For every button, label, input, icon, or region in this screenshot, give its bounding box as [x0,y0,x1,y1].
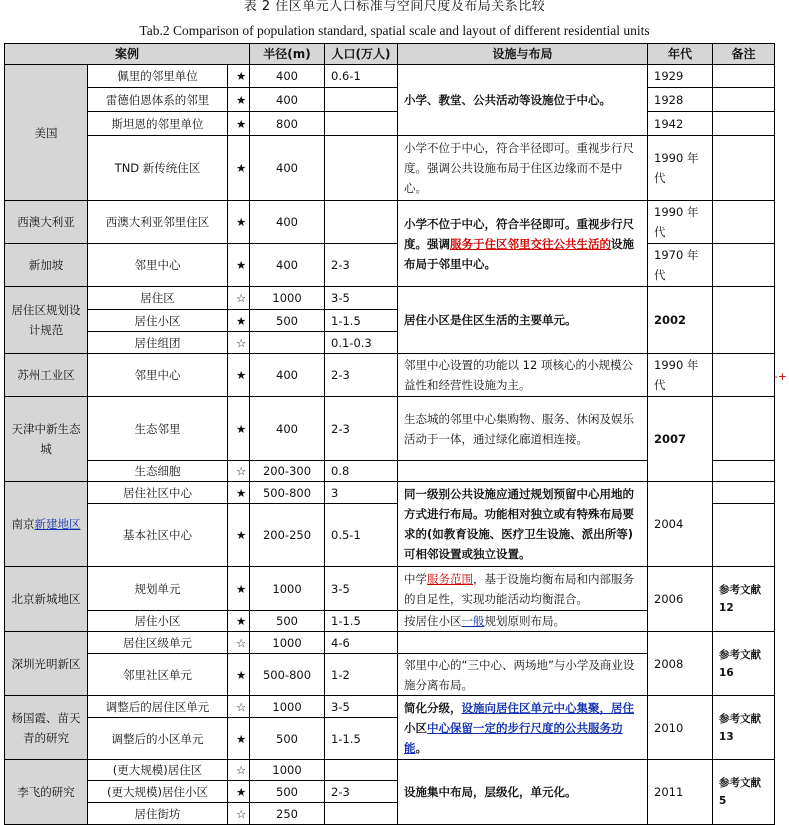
facilities-cell: 设施集中布局，层级化，单元化。 [398,760,648,825]
population-cell: 1-1.5 [325,310,398,332]
case-name: 佩里的邻里单位 [88,65,228,88]
note-cell [713,287,775,354]
population-cell: 3 [325,482,398,504]
population-cell: 1-2 [325,654,398,696]
year-cell: 1990 年代 [648,354,713,397]
population-cell [325,201,398,244]
note-cell [713,504,775,567]
case-name: (更大规模)居住区 [88,760,228,781]
table-row [5,482,775,504]
radius-cell: 500-800 [250,654,325,696]
year-cell: 1929 [648,65,713,88]
star-icon: ☆ [228,760,250,781]
population-cell [325,136,398,201]
table-row [5,112,775,136]
highlighted-text: 服务于住区邻里交往公共生活的 [450,236,612,251]
table-row [5,287,775,310]
table-row [5,397,775,461]
population-cell: 3-5 [325,287,398,310]
star-icon: ★ [228,65,250,88]
population-cell: 4-6 [325,632,398,654]
population-cell: 0.5-1 [325,504,398,567]
star-icon: ★ [228,201,250,244]
population-cell: 2-3 [325,397,398,461]
radius-cell: 1000 [250,287,325,310]
case-name: 邻里中心 [88,354,228,397]
note-cell [713,461,775,482]
highlighted-text: 服务范围 [427,571,474,586]
general-link[interactable]: 一般 [461,614,485,628]
year-cell: 2004 [648,482,713,567]
group-suzhou: 苏州工业区 [5,354,88,397]
group-yang-miao: 杨国霞、苗天青的研究 [5,696,88,760]
radius-cell: 400 [250,136,325,201]
star-icon: ★ [228,718,250,760]
header-row [5,44,775,65]
population-cell: 2-3 [325,244,398,287]
star-icon: ★ [228,354,250,397]
radius-cell: 400 [250,397,325,461]
comparison-table [4,43,775,825]
case-name: 规划单元 [88,567,228,611]
case-name: 居住区 [88,287,228,310]
facilities-cell: 小学、教堂、公共活动等设施位于中心。 [398,65,648,136]
population-cell: 2-3 [325,354,398,397]
table-row [5,136,775,201]
population-cell [325,112,398,136]
header-year: 年代 [648,44,713,65]
new-area-link[interactable]: 新建地区 [34,517,81,531]
star-icon: ★ [228,88,250,112]
table-title-cn: 表 2 住区单元人口标准与空间尺度及布局关系比较 [243,0,546,14]
radius-cell: 500-800 [250,482,325,504]
radius-cell: 400 [250,88,325,112]
star-icon: ★ [228,112,250,136]
population-cell [325,88,398,112]
table-row [5,760,775,781]
year-cell: 2010 [648,696,713,760]
table-title-en: Tab.2 Comparison of population standard, spatial scale and layout of different residential units [139,23,650,38]
population-cell: 0.8 [325,461,398,482]
facilities-cell [398,632,648,654]
case-name: (更大规模)居住小区 [88,781,228,803]
note-cell: 参考文献 12 [713,567,775,632]
note-cell [713,397,775,461]
radius-cell: 1000 [250,567,325,611]
star-icon: ★ [228,567,250,611]
case-name: 调整后的小区单元 [88,718,228,760]
population-cell: 1-1.5 [325,718,398,760]
facilities-cell: 按居住小区一般规划原则布局。 [398,611,648,632]
note-cell [713,354,775,397]
note-cell [713,482,775,504]
radius-cell: 250 [250,803,325,825]
group-li-fei: 李飞的研究 [5,760,88,825]
population-cell: 0.1-0.3 [325,332,398,354]
case-name: 调整后的居住区单元 [88,696,228,718]
header-note: 备注 [713,44,775,65]
year-cell: 1970 年代 [648,244,713,287]
table-row [5,65,775,88]
concentration-link[interactable]: 设施向居住区单元中心集聚，居住 [461,700,635,715]
group-nanjing: 南京新建地区 [5,482,88,567]
population-cell: 3-5 [325,696,398,718]
year-cell: 1990 年代 [648,136,713,201]
header-facilities: 设施与布局 [398,44,648,65]
radius-cell: 1000 [250,760,325,781]
year-cell: 2002 [648,287,713,354]
note-cell: 参考文献 5 [713,760,775,825]
case-name: 斯坦恩的邻里单位 [88,112,228,136]
facilities-cell: 小学不位于中心，符合半径即可。重视步行尺度。强调公共设施布局于住区边缘而不是中心。 [398,136,648,201]
table-row [5,567,775,611]
radius-cell: 400 [250,65,325,88]
facilities-cell: 邻里中心设置的功能以 12 项核心的小规模公益性和经营性设施为主。 [398,354,648,397]
star-icon: ★ [228,397,250,461]
facilities-cell: 生态城的邻里中心集购物、服务、休闲及娱乐活动于一体，通过绿化廊道相连接。 [398,397,648,461]
star-icon: ☆ [228,696,250,718]
star-icon: ☆ [228,332,250,354]
case-name: 雷德伯恩体系的邻里 [88,88,228,112]
group-planning-code: 居住区规划设计规范 [5,287,88,354]
walking-scale-link[interactable]: 中心保留一定的步行尺度的公共服务功能 [404,720,623,755]
case-name: 居住区级单元 [88,632,228,654]
radius-cell: 400 [250,244,325,287]
radius-cell [250,332,325,354]
group-beijing: 北京新城地区 [5,567,88,632]
star-icon: ★ [228,504,250,567]
radius-cell: 800 [250,112,325,136]
year-cell: 2007 [648,397,713,482]
year-cell: 1928 [648,88,713,112]
star-icon: ★ [228,244,250,287]
table-row [5,632,775,654]
radius-cell: 400 [250,354,325,397]
case-name: 居住小区 [88,310,228,332]
year-cell: 2008 [648,632,713,696]
star-icon: ☆ [228,632,250,654]
case-name: 居住街坊 [88,803,228,825]
facilities-cell: 居住小区是住区生活的主要单元。 [398,287,648,354]
header-radius: 半径(m) [250,44,325,65]
star-icon: ★ [228,482,250,504]
note-cell [713,112,775,136]
facilities-cell: 邻里中心的“三中心、两场地”与小学及商业设施分离布局。 [398,654,648,696]
facilities-cell: 简化分级，设施向居住区单元中心集聚，居住小区中心保留一定的步行尺度的公共服务功能。 [398,696,648,760]
case-name: 居住组团 [88,332,228,354]
radius-cell: 1000 [250,696,325,718]
table-row [5,88,775,112]
case-name: 居住社区中心 [88,482,228,504]
star-icon: ★ [228,136,250,201]
header-population: 人口(万人) [325,44,398,65]
year-cell: 1990 年代 [648,201,713,244]
radius-cell: 500 [250,611,325,632]
note-cell [713,136,775,201]
note-cell [713,88,775,112]
radius-cell: 400 [250,201,325,244]
population-cell [325,760,398,781]
note-cell: 参考文献 16 [713,632,775,696]
star-icon: ★ [228,654,250,696]
change-marker-icon: -+ [773,370,787,383]
star-icon: ★ [228,781,250,803]
note-cell [713,65,775,88]
facilities-cell [398,461,648,482]
case-name: 基本社区中心 [88,504,228,567]
group-usa: 美国 [5,65,88,201]
star-icon: ★ [228,310,250,332]
star-icon: ☆ [228,287,250,310]
population-cell: 3-5 [325,567,398,611]
population-cell: 2-3 [325,781,398,803]
radius-cell: 500 [250,718,325,760]
radius-cell: 200-300 [250,461,325,482]
radius-cell: 1000 [250,632,325,654]
table-row [5,244,775,287]
radius-cell: 200-250 [250,504,325,567]
population-cell: 1-1.5 [325,611,398,632]
year-cell: 2011 [648,760,713,825]
year-cell: 2006 [648,567,713,632]
group-shenzhen: 深圳光明新区 [5,632,88,696]
star-icon: ☆ [228,803,250,825]
facilities-cell: 中学服务范围，基于设施均衡布局和内部服务的自足性，实现功能活动均衡混合。 [398,567,648,611]
case-name: 邻里中心 [88,244,228,287]
note-cell [713,244,775,287]
group-singapore: 新加坡 [5,244,88,287]
star-icon: ★ [228,611,250,632]
star-icon: ☆ [228,461,250,482]
radius-cell: 500 [250,781,325,803]
note-cell: 参考文献 13 [713,696,775,760]
case-name: 邻里社区单元 [88,654,228,696]
group-tianjin: 天津中新生态城 [5,397,88,482]
radius-cell: 500 [250,310,325,332]
year-cell: 1942 [648,112,713,136]
population-cell [325,803,398,825]
case-name: 生态邻里 [88,397,228,461]
case-name: 生态细胞 [88,461,228,482]
group-west-australia: 西澳大利亚 [5,201,88,244]
table-row [5,696,775,718]
table-row [5,201,775,244]
note-cell [713,201,775,244]
header-case: 案例 [5,44,250,65]
case-name: TND 新传统住区 [88,136,228,201]
facilities-cell: 同一级别公共设施应通过规划预留中心用地的方式进行布局。功能相对独立或有特殊布局要求的(如教育设施、医疗卫生设施、派出所等)可相邻设置或独立设置。 [398,482,648,567]
population-cell: 0.6-1 [325,65,398,88]
case-name: 西澳大利亚邻里住区 [88,201,228,244]
facilities-cell: 小学不位于中心，符合半径即可。重视步行尺度。强调服务于住区邻里交往公共生活的设施布局于邻里中心。 [398,201,648,287]
table-row [5,354,775,397]
case-name: 居住小区 [88,611,228,632]
